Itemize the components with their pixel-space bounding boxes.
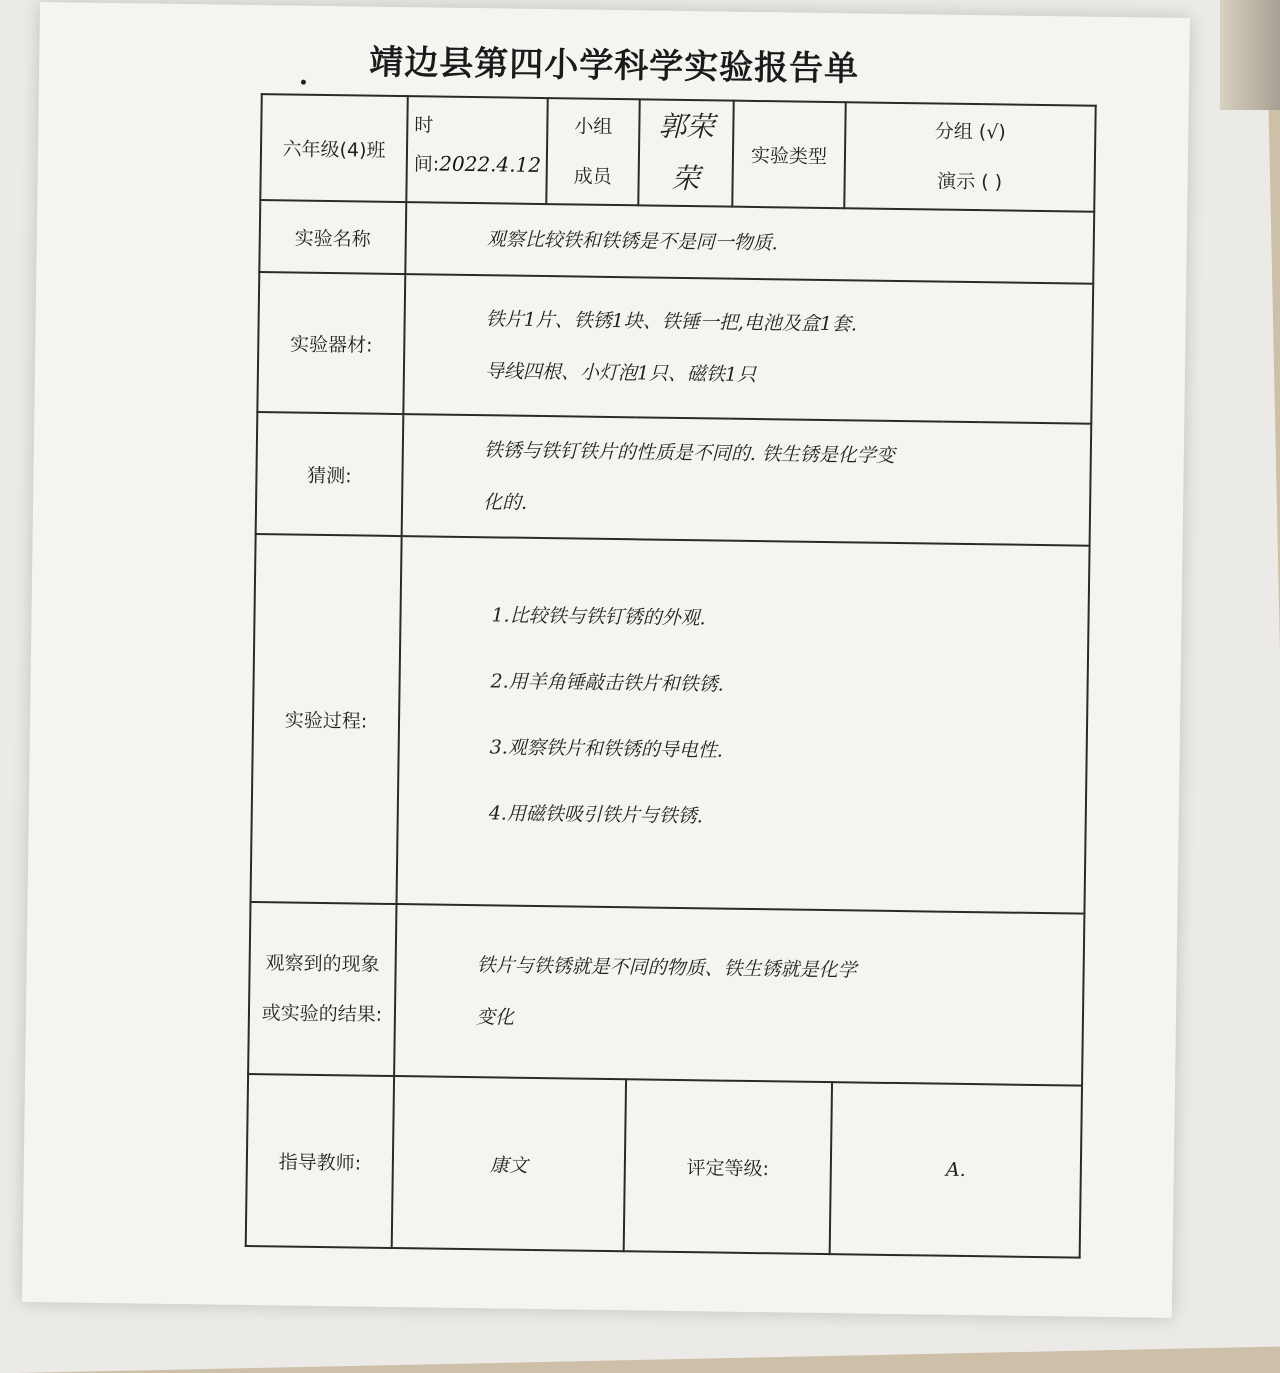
report-title: 靖边县第四小学科学实验报告单 — [368, 42, 860, 90]
type-option-demo: 演示 ( ) — [937, 170, 1003, 194]
materials-line-2: 导线四根、小灯泡1只、磁铁1只 — [484, 360, 757, 387]
teacher-label: 指导教师: — [246, 1074, 394, 1248]
materials-row — [257, 272, 1093, 424]
class-cell: 六年级(4)班 — [260, 94, 407, 202]
guess-line-1: 铁锈与铁钉铁片的性质是不同的. 铁生锈是化学变 — [483, 439, 896, 467]
guess-value — [402, 414, 1092, 546]
type-options-cell — [844, 102, 1095, 211]
member-name: 郭荣荣 — [638, 99, 733, 206]
type-label-cell: 实验类型 — [732, 101, 845, 209]
guess-row — [256, 412, 1092, 546]
process-step-1: 1.比较铁与铁钉锈的外观. — [491, 604, 706, 630]
process-step-2: 2.用羊角锤敲击铁片和铁锈. — [490, 670, 724, 696]
group-label-cell — [546, 98, 639, 205]
grade-label: 评定等级: — [624, 1079, 832, 1254]
grade-value: A. — [830, 1082, 1082, 1257]
name-value: 观察比较铁和铁锈是不是同一物质. — [405, 202, 1094, 284]
group-label-2: 成员 — [573, 165, 612, 188]
time-label: 时间: — [413, 113, 440, 176]
result-label — [248, 902, 396, 1076]
result-label-1: 观察到的现象 — [265, 952, 380, 976]
result-line-1: 铁片与铁锈就是不同的物质、铁生锈就是化学 — [476, 954, 857, 982]
header-row — [260, 94, 1095, 212]
teacher-signature: 康文 — [392, 1076, 626, 1251]
result-row — [248, 902, 1084, 1086]
process-row — [251, 534, 1090, 914]
result-line-2: 变化 — [475, 1006, 515, 1029]
result-value — [394, 904, 1084, 1086]
process-value — [396, 536, 1089, 914]
report-table — [245, 93, 1097, 1259]
materials-value — [403, 274, 1093, 424]
name-row — [259, 200, 1094, 284]
group-label-1: 小组 — [574, 115, 613, 138]
background-object — [1220, 0, 1280, 110]
teacher-row — [246, 1074, 1082, 1258]
ink-dot — [301, 80, 306, 85]
process-step-3: 3.观察铁片和铁锈的导电性. — [489, 736, 723, 762]
materials-line-1: 铁片1片、铁锈1块、铁锤一把,电池及盒1套. — [485, 308, 858, 336]
process-label: 实验过程: — [251, 534, 402, 904]
guess-line-2: 化的. — [482, 491, 528, 514]
materials-label: 实验器材: — [257, 272, 405, 414]
result-label-2: 或实验的结果: — [261, 1002, 383, 1026]
report-sheet — [22, 2, 1190, 1318]
type-option-group: 分组 (√) — [934, 120, 1006, 144]
name-label: 实验名称 — [259, 200, 406, 274]
process-step-4: 4.用磁铁吸引铁片与铁锈. — [488, 802, 704, 828]
guess-label: 猜测: — [256, 412, 404, 536]
time-cell — [406, 96, 547, 204]
time-value: 2022.4.12 — [439, 151, 542, 177]
